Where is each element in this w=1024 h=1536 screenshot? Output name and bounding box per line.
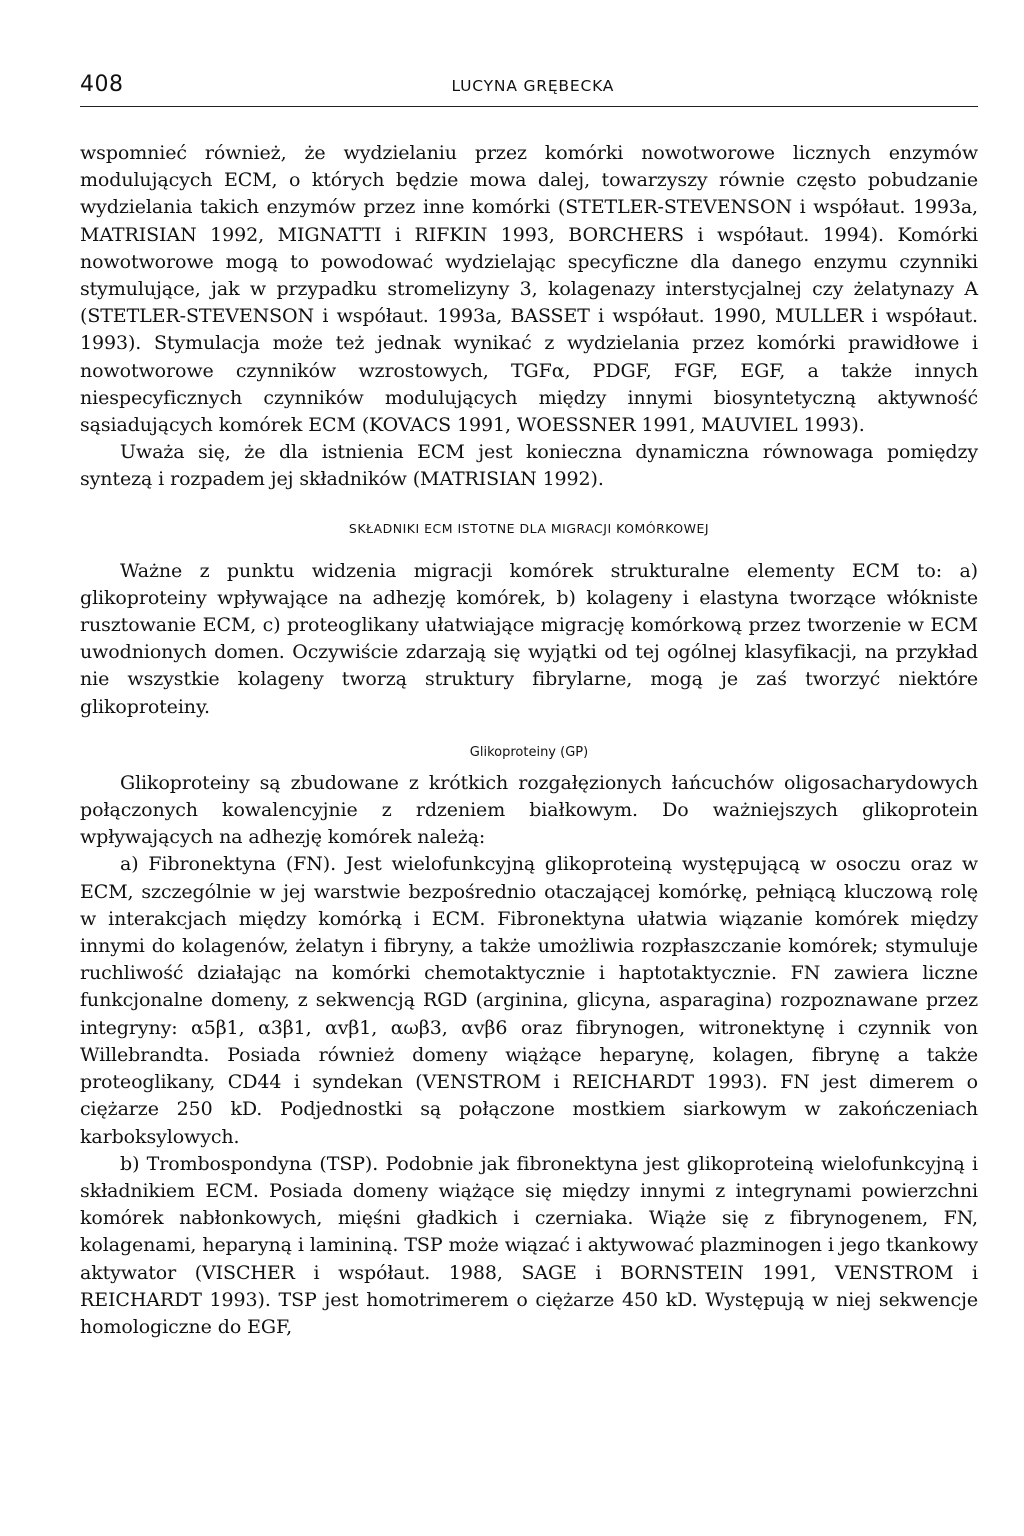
paragraph-fibronectin: a) Fibronektyna (FN). Jest wielofunkcyjną glikoproteiną występującą w osoczu oraz w ECM, szczególnie w jej warstwie bezpośrednio otaczającej komórkę, pełniącą kluczową rolę w interakcjach między komórką i ECM. Fibronektyna ułatwia wiązanie komórek między innymi do kolagenów, żelatyn i fibryny, a także umożliwia rozpłaszczanie komórek; stymuluje ruchliwość działając na komórki chemotaktycznie i haptotaktycznie. FN zawiera liczne funkcjonalne domeny, z sekwencją RGD (arginina, glicyna, asparagina) rozpoznawane przez integryny: α5β1, α3β1, αvβ1, αωβ3, αvβ6 oraz fibrynogen, witronektynę i czynnik von Willebrandta. Posiada również domeny wiążące heparynę, kolagen, fibrynę a także proteoglikany, CD44 i syndekan (VENSTROM i REICHARDT 1993). FN jest dimerem o ciężarze 250 kD. Podjednostki są połączone mostkiem siarkowym w zakończeniach karboksylowych.: [80, 853, 978, 1148]
section-heading: SKŁADNIKI ECM ISTOTNE DLA MIGRACJI KOMÓRKOWEJ: [348, 520, 710, 536]
running-header: [80, 72, 978, 107]
paragraph-ecm-balance: Uważa się, że dla istnienia ECM jest konieczna dynamiczna równowaga pomiędzy syntezą i rozpadem jej składników (MATRISIAN 1992).: [80, 441, 978, 491]
paragraph-thrombospondin: b) Trombospondyna (TSP). Podobnie jak fibronektyna jest glikoproteiną wielofunkcyjną i składnikiem ECM. Posiada domeny wiążące się między innymi z integrynami powierzchni komórek nabłonkowych, mięśni gładkich i czerniaka. Wiąże się z fibrynogenem, FN, kolagenami, heparyną i lamininą. TSP może wiązać i aktywować plazminogen i jego tkankowy aktywator (VISCHER i współaut. 1988, SAGE i BORNSTEIN 1991, VENSTROM i REICHARDT 1993). TSP jest homotrimerem o ciężarze 450 kD. Występują w niej sekwencje homologiczne do EGF,: [80, 1152, 978, 1338]
article-body: [80, 140, 978, 1341]
paragraph-continuation: wspomnieć również, że wydzielaniu przez komórki nowotworowe licznych enzymów modulujących ECM, o których będzie mowa dalej, towarzyszy równie często pobudzanie wydzielania takich enzymów przez inne komórki (STETLER-STEVENSON i współaut. 1993a, MATRISIAN 1992, MIGNATTI i RIFKIN 1993, BORCHERS i współaut. 1994). Komórki nowotworowe mogą to powodować wydzielając specyficzne dla danego enzymu czynniki stymulujące, jak w przypadku stromelizyny 3, kolagenazy interstycjalnej czy żelatynazy A (STETLER-STEVENSON i współaut. 1993a, BASSET i współaut. 1990, MULLER i współaut. 1993). Stymulacja może też jednak wynikać z wydzielania przez komórki prawidłowe i nowotworowe czynników wzrostowych, TGFα, PDGF, FGF, EGF, a także innych niespecyficznych czynników modulujących między innymi biosyntetyczną aktywność sąsiadujących komórek ECM (KOVACS 1991, WOESSNER 1991, MAUVIEL 1993).: [80, 142, 978, 437]
running-header-author: LUCYNA GRĘBECKA: [451, 77, 615, 95]
page-number: 408: [80, 72, 124, 97]
paragraph-glycoproteins-intro: Glikoproteiny są zbudowane z krótkich rozgałęzionych łańcuchów oligosacharydowych połączonych kowalencyjnie z rdzeniem białkowym. Do ważniejszych glikoprotein wpływających na adhezję komórek należą:: [80, 771, 978, 849]
subsection-heading: Glikoproteiny (GP): [469, 744, 589, 760]
journal-page: [80, 72, 978, 1341]
paragraph-ecm-elements: Ważne z punktu widzenia migracji komórek strukturalne elementy ECM to: a) glikoproteiny wpływające na adhezję komórek, b) kolageny i elastyna tworzące włókniste rusztowanie ECM, c) proteoglikany ułatwiające migrację komórkową przez tworzenie w ECM uwodnionych domen. Oczywiście zdarzają się wyjątki od tej ogólnej klasyfikacji, na przykład nie wszystkie kolageny tworzą struktury fibrylarne, mogą je zaś tworzyć niektóre glikoproteiny.: [80, 559, 978, 718]
